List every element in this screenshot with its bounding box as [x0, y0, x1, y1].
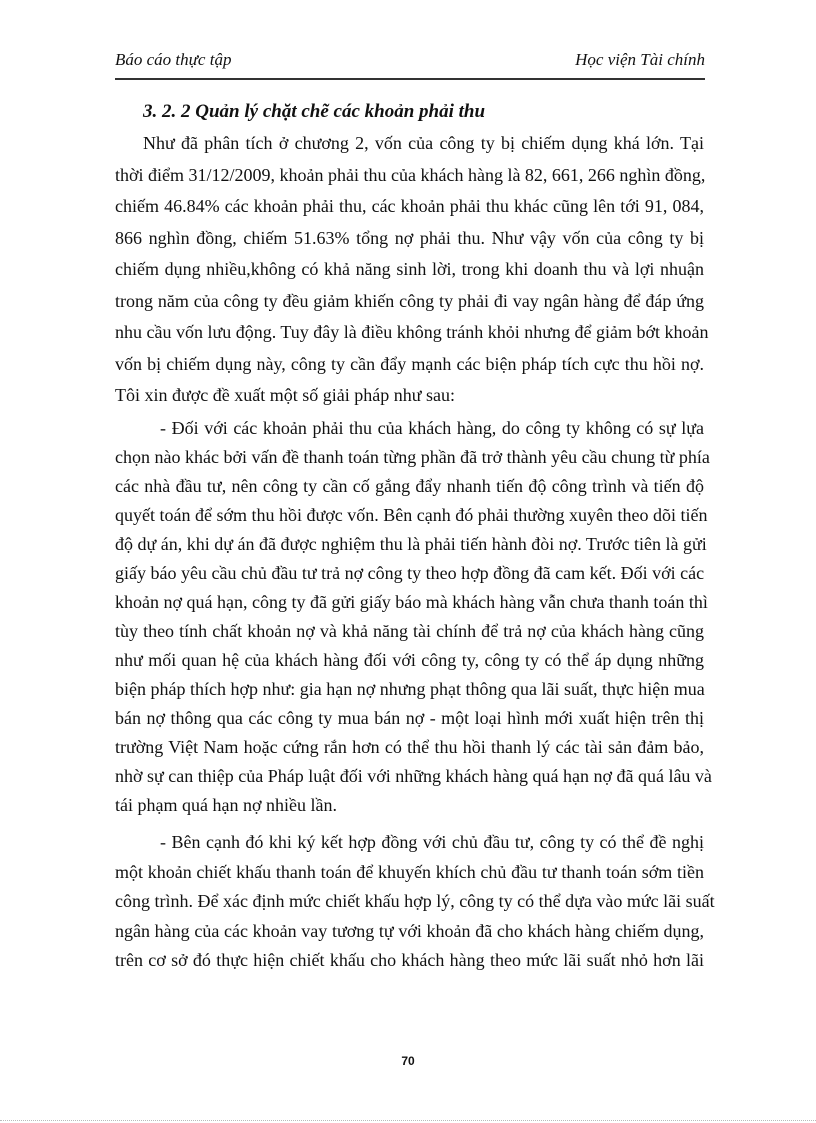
text-line: các nhà đầu tư, nên công ty cần cố gắng đẩy nhanh tiến độ công trình và tiến độ — [115, 476, 704, 496]
section-heading: 3. 2. 2 Quản lý chặt chẽ các khoản phải thu — [143, 101, 486, 122]
text-line: quyết toán để sớm thu hồi được vốn. Bên cạnh đó phải thường xuyên theo dõi tiến — [115, 505, 708, 525]
page-header — [115, 50, 705, 76]
header-left-title: Báo cáo thực tập — [115, 50, 232, 69]
text-line: thời điểm 31/12/2009, khoản phải thu của khách hàng là 82, 661, 266 nghìn đồng, — [115, 164, 706, 185]
text-line: một khoản chiết khấu thanh toán để khuyến khích chủ đầu tư thanh toán sớm tiền — [115, 861, 704, 882]
header-divider — [115, 78, 705, 80]
text-line: chiếm dụng nhiều,không có khả năng sinh lời, trong khi doanh thu và lợi nhuận — [115, 259, 704, 279]
text-line: - Đối với các khoản phải thu của khách hàng, do công ty không có sự lựa — [160, 418, 704, 438]
text-line: giấy báo yêu cầu chủ đầu tư trả nợ công ty theo hợp đồng đã cam kết. Đối với các — [115, 563, 705, 583]
header-right-title: Học viện Tài chính — [575, 50, 705, 69]
text-line: nhu cầu vốn lưu động. Tuy đây là điều không tránh khỏi nhưng để giảm bớt khoản — [115, 322, 709, 342]
text-line: chọn nào khác bởi vấn đề thanh toán từng phần đã trở thành yêu cầu chung từ phía — [115, 447, 710, 467]
text-line: khoản nợ quá hạn, công ty đã gửi giấy báo mà khách hàng vẫn chưa thanh toán thì — [115, 592, 708, 612]
text-line: nhờ sự can thiệp của Pháp luật đối với những khách hàng quá hạn nợ đã quá lâu và — [115, 766, 712, 786]
text-line: trong năm của công ty đều giảm khiến công ty phải đi vay ngân hàng để đáp ứng — [115, 290, 704, 311]
paragraph-payment-discount — [115, 828, 715, 976]
text-line: bán nợ thông qua các công ty mua bán nợ - một loại hình mới xuất hiện trên thị — [115, 708, 704, 728]
text-line: Tôi xin được đề xuất một số giải pháp như sau: — [115, 385, 455, 405]
text-line: trường Việt Nam hoặc cứng rắn hơn có thể thu hồi thanh lý các tài sản đảm bảo, — [115, 737, 704, 757]
text-line: công trình. Để xác định mức chiết khấu hợp lý, công ty có thể dựa vào mức lãi suất — [115, 891, 715, 911]
text-line: Như đã phân tích ở chương 2, vốn của công ty bị chiếm dụng khá lớn. Tại — [143, 133, 704, 153]
text-line: như mối quan hệ của khách hàng đối với công ty, công ty có thể áp dụng những — [115, 650, 704, 670]
text-line: ngân hàng của các khoản vay tương tự với khoản đã cho khách hàng chiếm dụng, — [115, 920, 704, 941]
text-line: tái phạm quá hạn nợ nhiều lần. — [115, 795, 337, 815]
text-line: tùy theo tính chất khoản nợ và khả năng tài chính để trả nợ của khách hàng cũng — [115, 621, 704, 641]
page-number: 70 — [401, 1054, 415, 1068]
text-line: 866 nghìn đồng, chiếm 51.63% tổng nợ phải thu. Như vậy vốn của công ty bị — [115, 227, 704, 248]
paragraph-customer-receivables — [115, 414, 712, 820]
text-line: - Bên cạnh đó khi ký kết hợp đồng với chủ đầu tư, công ty có thể đề nghị — [160, 832, 704, 852]
text-line: độ dự án, khi dự án đã được nghiệm thu là phải tiến hành đòi nợ. Trước tiên là gửi — [115, 534, 707, 554]
paragraph-intro — [115, 128, 709, 412]
text-line: chiếm 46.84% các khoản phải thu, các khoản phải thu khác cũng lên tới 91, 084, — [115, 196, 704, 216]
page-bottom-border — [0, 1120, 816, 1121]
text-line: vốn bị chiếm dụng này, công ty cần đẩy mạnh các biện pháp tích cực thu hồi nợ. — [115, 353, 704, 374]
text-line: biện pháp thích hợp như: gia hạn nợ nhưng phạt thông qua lãi suất, thực hiện mua — [115, 679, 705, 699]
text-line: trên cơ sở đó thực hiện chiết khấu cho khách hàng theo mức lãi suất nhỏ hơn lãi — [115, 950, 704, 970]
